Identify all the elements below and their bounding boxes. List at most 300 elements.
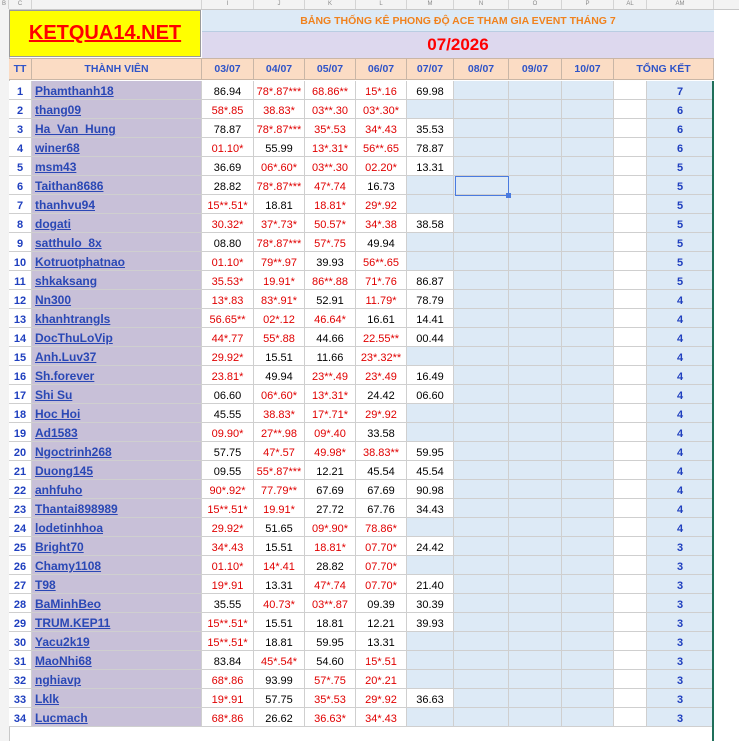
value-cell[interactable]: 00.44 bbox=[407, 328, 454, 347]
member-link[interactable]: T98 bbox=[32, 575, 202, 594]
value-cell[interactable]: 27.72 bbox=[305, 499, 356, 518]
empty-cell[interactable] bbox=[407, 404, 454, 423]
column-letter[interactable]: I bbox=[202, 0, 254, 9]
empty-cell[interactable] bbox=[562, 708, 614, 727]
value-cell[interactable]: 78.79 bbox=[407, 290, 454, 309]
empty-cell[interactable] bbox=[562, 480, 614, 499]
empty-cell[interactable] bbox=[454, 195, 509, 214]
empty-cell[interactable] bbox=[454, 632, 509, 651]
value-cell[interactable]: 29.92* bbox=[202, 347, 254, 366]
value-cell[interactable]: 79**.97 bbox=[254, 252, 305, 271]
member-link[interactable]: Ha_Van_Hung bbox=[32, 119, 202, 138]
value-cell[interactable]: 56**.65 bbox=[356, 138, 407, 157]
value-cell[interactable]: 55.99 bbox=[254, 138, 305, 157]
member-link[interactable]: thanhvu94 bbox=[32, 195, 202, 214]
value-cell[interactable]: 15*.51 bbox=[356, 651, 407, 670]
empty-cell[interactable] bbox=[509, 81, 562, 100]
empty-cell[interactable] bbox=[509, 404, 562, 423]
value-cell[interactable]: 47*.57 bbox=[254, 442, 305, 461]
value-cell[interactable]: 29*.92 bbox=[356, 195, 407, 214]
empty-cell[interactable] bbox=[509, 499, 562, 518]
empty-cell[interactable] bbox=[562, 214, 614, 233]
member-link[interactable]: Thantai898989 bbox=[32, 499, 202, 518]
member-link[interactable]: dogati bbox=[32, 214, 202, 233]
empty-cell[interactable] bbox=[562, 404, 614, 423]
empty-cell[interactable] bbox=[562, 100, 614, 119]
column-letter[interactable]: O bbox=[509, 0, 562, 9]
empty-cell[interactable] bbox=[454, 347, 509, 366]
value-cell[interactable]: 40.73* bbox=[254, 594, 305, 613]
value-cell[interactable]: 34*.43 bbox=[356, 708, 407, 727]
value-cell[interactable]: 15.51 bbox=[254, 537, 305, 556]
value-cell[interactable]: 18.81* bbox=[305, 537, 356, 556]
empty-cell[interactable] bbox=[454, 233, 509, 252]
value-cell[interactable]: 06.60 bbox=[407, 385, 454, 404]
value-cell[interactable]: 35*.53 bbox=[305, 119, 356, 138]
value-cell[interactable]: 23*.32** bbox=[356, 347, 407, 366]
value-cell[interactable]: 68*.86 bbox=[202, 708, 254, 727]
value-cell[interactable]: 15**.51* bbox=[202, 499, 254, 518]
value-cell[interactable]: 19*.91 bbox=[202, 575, 254, 594]
value-cell[interactable]: 52.91 bbox=[305, 290, 356, 309]
value-cell[interactable]: 15.51 bbox=[254, 347, 305, 366]
value-cell[interactable]: 56**.65 bbox=[356, 252, 407, 271]
empty-cell[interactable] bbox=[509, 575, 562, 594]
member-link[interactable]: thang09 bbox=[32, 100, 202, 119]
member-link[interactable]: Shi Su bbox=[32, 385, 202, 404]
empty-cell[interactable] bbox=[407, 100, 454, 119]
empty-cell[interactable] bbox=[509, 309, 562, 328]
empty-cell[interactable] bbox=[454, 157, 509, 176]
empty-cell[interactable] bbox=[509, 385, 562, 404]
empty-cell[interactable] bbox=[509, 176, 562, 195]
value-cell[interactable]: 11.79* bbox=[356, 290, 407, 309]
column-letter[interactable]: J bbox=[254, 0, 305, 9]
value-cell[interactable]: 78.87 bbox=[202, 119, 254, 138]
value-cell[interactable]: 06.60 bbox=[202, 385, 254, 404]
empty-cell[interactable] bbox=[454, 442, 509, 461]
member-link[interactable]: Sh.forever bbox=[32, 366, 202, 385]
value-cell[interactable]: 11.66 bbox=[305, 347, 356, 366]
empty-cell[interactable] bbox=[509, 328, 562, 347]
value-cell[interactable]: 78*.87*** bbox=[254, 81, 305, 100]
empty-cell[interactable] bbox=[509, 100, 562, 119]
empty-cell[interactable] bbox=[562, 195, 614, 214]
empty-cell[interactable] bbox=[562, 252, 614, 271]
value-cell[interactable]: 44.66 bbox=[305, 328, 356, 347]
member-link[interactable]: DocThuLoVip bbox=[32, 328, 202, 347]
empty-cell[interactable] bbox=[509, 195, 562, 214]
value-cell[interactable]: 67.69 bbox=[356, 480, 407, 499]
member-link[interactable]: Hoc Hoi bbox=[32, 404, 202, 423]
empty-cell[interactable] bbox=[562, 632, 614, 651]
value-cell[interactable]: 35.53* bbox=[202, 271, 254, 290]
value-cell[interactable]: 45*.54* bbox=[254, 651, 305, 670]
empty-cell[interactable] bbox=[407, 252, 454, 271]
member-link[interactable]: Yacu2k19 bbox=[32, 632, 202, 651]
value-cell[interactable]: 78.86* bbox=[356, 518, 407, 537]
value-cell[interactable]: 13*.83 bbox=[202, 290, 254, 309]
value-cell[interactable]: 22.55** bbox=[356, 328, 407, 347]
value-cell[interactable]: 36.63* bbox=[305, 708, 356, 727]
empty-cell[interactable] bbox=[454, 708, 509, 727]
member-link[interactable]: Anh.Luv37 bbox=[32, 347, 202, 366]
value-cell[interactable]: 35*.53 bbox=[305, 689, 356, 708]
member-link[interactable]: Nn300 bbox=[32, 290, 202, 309]
member-link[interactable]: anhfuho bbox=[32, 480, 202, 499]
column-letter[interactable]: C bbox=[9, 0, 32, 9]
value-cell[interactable]: 83.84 bbox=[202, 651, 254, 670]
empty-cell[interactable] bbox=[562, 385, 614, 404]
value-cell[interactable]: 38.58 bbox=[407, 214, 454, 233]
value-cell[interactable]: 16.61 bbox=[356, 309, 407, 328]
empty-cell[interactable] bbox=[407, 708, 454, 727]
empty-cell[interactable] bbox=[454, 138, 509, 157]
value-cell[interactable]: 49.98* bbox=[305, 442, 356, 461]
member-link[interactable]: Lucmach bbox=[32, 708, 202, 727]
value-cell[interactable]: 15**.51* bbox=[202, 613, 254, 632]
empty-cell[interactable] bbox=[454, 499, 509, 518]
empty-cell[interactable] bbox=[454, 385, 509, 404]
empty-cell[interactable] bbox=[562, 594, 614, 613]
empty-cell[interactable] bbox=[509, 480, 562, 499]
value-cell[interactable]: 19*.91 bbox=[202, 689, 254, 708]
value-cell[interactable]: 90*.92* bbox=[202, 480, 254, 499]
empty-cell[interactable] bbox=[454, 328, 509, 347]
empty-cell[interactable] bbox=[562, 651, 614, 670]
empty-cell[interactable] bbox=[454, 100, 509, 119]
empty-cell[interactable] bbox=[562, 290, 614, 309]
empty-cell[interactable] bbox=[509, 689, 562, 708]
column-letter[interactable]: L bbox=[356, 0, 407, 9]
empty-cell[interactable] bbox=[407, 347, 454, 366]
empty-cell[interactable] bbox=[407, 670, 454, 689]
empty-cell[interactable] bbox=[509, 594, 562, 613]
value-cell[interactable]: 02*.12 bbox=[254, 309, 305, 328]
value-cell[interactable]: 49.94 bbox=[254, 366, 305, 385]
value-cell[interactable]: 03**.30 bbox=[305, 100, 356, 119]
value-cell[interactable]: 18.81 bbox=[254, 632, 305, 651]
value-cell[interactable]: 07.70* bbox=[356, 575, 407, 594]
value-cell[interactable]: 09.90* bbox=[202, 423, 254, 442]
empty-cell[interactable] bbox=[509, 347, 562, 366]
empty-cell[interactable] bbox=[407, 651, 454, 670]
column-letter[interactable]: P bbox=[562, 0, 614, 9]
value-cell[interactable]: 27**.98 bbox=[254, 423, 305, 442]
member-link[interactable]: Ad1583 bbox=[32, 423, 202, 442]
value-cell[interactable]: 35.55 bbox=[202, 594, 254, 613]
value-cell[interactable]: 29.92* bbox=[202, 518, 254, 537]
value-cell[interactable]: 38.83** bbox=[356, 442, 407, 461]
value-cell[interactable]: 45.54 bbox=[356, 461, 407, 480]
value-cell[interactable]: 06*.60* bbox=[254, 157, 305, 176]
value-cell[interactable]: 78*.87*** bbox=[254, 119, 305, 138]
value-cell[interactable]: 50.57* bbox=[305, 214, 356, 233]
value-cell[interactable]: 29*.92 bbox=[356, 689, 407, 708]
member-link[interactable]: Kotruotphatnao bbox=[32, 252, 202, 271]
empty-cell[interactable] bbox=[454, 290, 509, 309]
member-link[interactable]: Chamy1108 bbox=[32, 556, 202, 575]
value-cell[interactable]: 83*.91* bbox=[254, 290, 305, 309]
member-link[interactable]: nghiavp bbox=[32, 670, 202, 689]
value-cell[interactable]: 90.98 bbox=[407, 480, 454, 499]
value-cell[interactable]: 55*.87*** bbox=[254, 461, 305, 480]
value-cell[interactable]: 01.10* bbox=[202, 252, 254, 271]
empty-cell[interactable] bbox=[509, 518, 562, 537]
empty-cell[interactable] bbox=[562, 423, 614, 442]
empty-cell[interactable] bbox=[562, 347, 614, 366]
value-cell[interactable]: 78*.87*** bbox=[254, 176, 305, 195]
value-cell[interactable]: 03**.87 bbox=[305, 594, 356, 613]
value-cell[interactable]: 16.73 bbox=[356, 176, 407, 195]
value-cell[interactable]: 15**.51* bbox=[202, 195, 254, 214]
value-cell[interactable]: 47*.74 bbox=[305, 176, 356, 195]
empty-cell[interactable] bbox=[454, 461, 509, 480]
value-cell[interactable]: 12.21 bbox=[305, 461, 356, 480]
empty-cell[interactable] bbox=[454, 651, 509, 670]
value-cell[interactable]: 86.94 bbox=[202, 81, 254, 100]
value-cell[interactable]: 71*.76 bbox=[356, 271, 407, 290]
value-cell[interactable]: 01.10* bbox=[202, 138, 254, 157]
value-cell[interactable]: 06*.60* bbox=[254, 385, 305, 404]
value-cell[interactable]: 13*.31* bbox=[305, 138, 356, 157]
value-cell[interactable]: 15.51 bbox=[254, 613, 305, 632]
value-cell[interactable]: 03**.30 bbox=[305, 157, 356, 176]
value-cell[interactable]: 23*.49 bbox=[356, 366, 407, 385]
column-letter[interactable]: K bbox=[305, 0, 356, 9]
member-link[interactable]: TRUM.KEP11 bbox=[32, 613, 202, 632]
empty-cell[interactable] bbox=[562, 233, 614, 252]
value-cell[interactable]: 68*.86 bbox=[202, 670, 254, 689]
member-link[interactable]: Phamthanh18 bbox=[32, 81, 202, 100]
empty-cell[interactable] bbox=[562, 138, 614, 157]
value-cell[interactable]: 30.32* bbox=[202, 214, 254, 233]
member-link[interactable]: msm43 bbox=[32, 157, 202, 176]
empty-cell[interactable] bbox=[562, 518, 614, 537]
value-cell[interactable]: 26.62 bbox=[254, 708, 305, 727]
empty-cell[interactable] bbox=[407, 518, 454, 537]
column-letter[interactable]: AM bbox=[647, 0, 714, 9]
value-cell[interactable]: 46.64* bbox=[305, 309, 356, 328]
value-cell[interactable]: 13.31 bbox=[407, 157, 454, 176]
member-link[interactable]: MaoNhi68 bbox=[32, 651, 202, 670]
empty-cell[interactable] bbox=[562, 442, 614, 461]
value-cell[interactable]: 51.65 bbox=[254, 518, 305, 537]
value-cell[interactable]: 36.63 bbox=[407, 689, 454, 708]
value-cell[interactable]: 18.81 bbox=[305, 613, 356, 632]
empty-cell[interactable] bbox=[509, 423, 562, 442]
member-link[interactable]: Taithan8686 bbox=[32, 176, 202, 195]
value-cell[interactable]: 28.82 bbox=[202, 176, 254, 195]
empty-cell[interactable] bbox=[454, 575, 509, 594]
column-letter[interactable] bbox=[32, 0, 202, 9]
empty-cell[interactable] bbox=[509, 157, 562, 176]
value-cell[interactable]: 54.60 bbox=[305, 651, 356, 670]
value-cell[interactable]: 86**.88 bbox=[305, 271, 356, 290]
value-cell[interactable]: 86.87 bbox=[407, 271, 454, 290]
value-cell[interactable]: 24.42 bbox=[356, 385, 407, 404]
empty-cell[interactable] bbox=[407, 195, 454, 214]
column-letter[interactable]: M bbox=[407, 0, 454, 9]
empty-cell[interactable] bbox=[509, 366, 562, 385]
value-cell[interactable]: 17*.71* bbox=[305, 404, 356, 423]
member-link[interactable]: satthulo_8x bbox=[32, 233, 202, 252]
empty-cell[interactable] bbox=[454, 119, 509, 138]
empty-cell[interactable] bbox=[454, 404, 509, 423]
value-cell[interactable]: 93.99 bbox=[254, 670, 305, 689]
value-cell[interactable]: 34*.38 bbox=[356, 214, 407, 233]
value-cell[interactable]: 29*.92 bbox=[356, 404, 407, 423]
empty-cell[interactable] bbox=[509, 613, 562, 632]
value-cell[interactable]: 16.49 bbox=[407, 366, 454, 385]
value-cell[interactable]: 78.87 bbox=[407, 138, 454, 157]
empty-cell[interactable] bbox=[454, 556, 509, 575]
empty-cell[interactable] bbox=[407, 233, 454, 252]
value-cell[interactable]: 67.69 bbox=[305, 480, 356, 499]
value-cell[interactable]: 69.98 bbox=[407, 81, 454, 100]
value-cell[interactable]: 57.75 bbox=[202, 442, 254, 461]
value-cell[interactable]: 67.76 bbox=[356, 499, 407, 518]
empty-cell[interactable] bbox=[509, 138, 562, 157]
empty-cell[interactable] bbox=[562, 328, 614, 347]
empty-cell[interactable] bbox=[562, 119, 614, 138]
value-cell[interactable]: 07.70* bbox=[356, 556, 407, 575]
value-cell[interactable]: 23.81* bbox=[202, 366, 254, 385]
value-cell[interactable]: 09.55 bbox=[202, 461, 254, 480]
empty-cell[interactable] bbox=[454, 670, 509, 689]
empty-cell[interactable] bbox=[454, 689, 509, 708]
empty-cell[interactable] bbox=[562, 461, 614, 480]
value-cell[interactable]: 03*.30* bbox=[356, 100, 407, 119]
value-cell[interactable]: 19.91* bbox=[254, 271, 305, 290]
empty-cell[interactable] bbox=[509, 233, 562, 252]
empty-cell[interactable] bbox=[407, 556, 454, 575]
value-cell[interactable]: 01.10* bbox=[202, 556, 254, 575]
empty-cell[interactable] bbox=[509, 708, 562, 727]
value-cell[interactable]: 59.95 bbox=[305, 632, 356, 651]
empty-cell[interactable] bbox=[407, 423, 454, 442]
value-cell[interactable]: 44*.77 bbox=[202, 328, 254, 347]
empty-cell[interactable] bbox=[509, 442, 562, 461]
value-cell[interactable]: 34*.43 bbox=[356, 119, 407, 138]
empty-cell[interactable] bbox=[562, 366, 614, 385]
value-cell[interactable]: 19.91* bbox=[254, 499, 305, 518]
value-cell[interactable]: 02.20* bbox=[356, 157, 407, 176]
value-cell[interactable]: 07.70* bbox=[356, 537, 407, 556]
value-cell[interactable]: 28.82 bbox=[305, 556, 356, 575]
empty-cell[interactable] bbox=[509, 271, 562, 290]
value-cell[interactable]: 13.31 bbox=[356, 632, 407, 651]
empty-cell[interactable] bbox=[562, 176, 614, 195]
value-cell[interactable]: 35.53 bbox=[407, 119, 454, 138]
member-link[interactable]: BaMinhBeo bbox=[32, 594, 202, 613]
fill-handle[interactable] bbox=[506, 193, 511, 198]
empty-cell[interactable] bbox=[562, 670, 614, 689]
value-cell[interactable]: 15*.16 bbox=[356, 81, 407, 100]
empty-cell[interactable] bbox=[407, 632, 454, 651]
value-cell[interactable]: 21.40 bbox=[407, 575, 454, 594]
empty-cell[interactable] bbox=[454, 214, 509, 233]
empty-cell[interactable] bbox=[509, 632, 562, 651]
value-cell[interactable]: 34.43 bbox=[407, 499, 454, 518]
value-cell[interactable]: 13*.31* bbox=[305, 385, 356, 404]
empty-cell[interactable] bbox=[509, 651, 562, 670]
value-cell[interactable]: 34*.43 bbox=[202, 537, 254, 556]
value-cell[interactable]: 12.21 bbox=[356, 613, 407, 632]
empty-cell[interactable] bbox=[562, 689, 614, 708]
column-letter[interactable]: AL bbox=[614, 0, 647, 9]
empty-cell[interactable] bbox=[454, 366, 509, 385]
empty-cell[interactable] bbox=[562, 81, 614, 100]
empty-cell[interactable] bbox=[454, 176, 509, 195]
value-cell[interactable]: 23**.49 bbox=[305, 366, 356, 385]
value-cell[interactable]: 09*.40 bbox=[305, 423, 356, 442]
member-link[interactable]: khanhtrangls bbox=[32, 309, 202, 328]
empty-cell[interactable] bbox=[509, 214, 562, 233]
value-cell[interactable]: 39.93 bbox=[305, 252, 356, 271]
empty-cell[interactable] bbox=[509, 119, 562, 138]
value-cell[interactable]: 56.65** bbox=[202, 309, 254, 328]
value-cell[interactable]: 55*.88 bbox=[254, 328, 305, 347]
empty-cell[interactable] bbox=[454, 309, 509, 328]
empty-cell[interactable] bbox=[562, 556, 614, 575]
value-cell[interactable]: 47*.74 bbox=[305, 575, 356, 594]
value-cell[interactable]: 45.54 bbox=[407, 461, 454, 480]
empty-cell[interactable] bbox=[454, 271, 509, 290]
value-cell[interactable]: 18.81* bbox=[305, 195, 356, 214]
empty-cell[interactable] bbox=[454, 613, 509, 632]
empty-cell[interactable] bbox=[562, 613, 614, 632]
member-link[interactable]: Ngoctrinh268 bbox=[32, 442, 202, 461]
empty-cell[interactable] bbox=[454, 518, 509, 537]
empty-cell[interactable] bbox=[509, 290, 562, 309]
value-cell[interactable]: 57*.75 bbox=[305, 233, 356, 252]
member-link[interactable]: Duong145 bbox=[32, 461, 202, 480]
value-cell[interactable]: 77.79** bbox=[254, 480, 305, 499]
empty-cell[interactable] bbox=[454, 537, 509, 556]
empty-cell[interactable] bbox=[509, 252, 562, 271]
value-cell[interactable]: 36.69 bbox=[202, 157, 254, 176]
member-link[interactable]: Bright70 bbox=[32, 537, 202, 556]
value-cell[interactable]: 33.58 bbox=[356, 423, 407, 442]
member-link[interactable]: winer68 bbox=[32, 138, 202, 157]
value-cell[interactable]: 39.93 bbox=[407, 613, 454, 632]
empty-cell[interactable] bbox=[454, 252, 509, 271]
value-cell[interactable]: 08.80 bbox=[202, 233, 254, 252]
column-letter[interactable]: B bbox=[0, 0, 9, 9]
value-cell[interactable]: 24.42 bbox=[407, 537, 454, 556]
value-cell[interactable]: 14*.41 bbox=[254, 556, 305, 575]
empty-cell[interactable] bbox=[509, 537, 562, 556]
value-cell[interactable]: 49.94 bbox=[356, 233, 407, 252]
value-cell[interactable]: 58*.85 bbox=[202, 100, 254, 119]
value-cell[interactable]: 38.83* bbox=[254, 404, 305, 423]
empty-cell[interactable] bbox=[562, 309, 614, 328]
value-cell[interactable]: 09.39 bbox=[356, 594, 407, 613]
value-cell[interactable]: 15**.51* bbox=[202, 632, 254, 651]
empty-cell[interactable] bbox=[454, 480, 509, 499]
value-cell[interactable]: 59.95 bbox=[407, 442, 454, 461]
empty-cell[interactable] bbox=[562, 157, 614, 176]
value-cell[interactable]: 30.39 bbox=[407, 594, 454, 613]
value-cell[interactable]: 57*.75 bbox=[305, 670, 356, 689]
column-letter[interactable]: N bbox=[454, 0, 509, 9]
empty-cell[interactable] bbox=[562, 537, 614, 556]
value-cell[interactable]: 13.31 bbox=[254, 575, 305, 594]
value-cell[interactable]: 57.75 bbox=[254, 689, 305, 708]
value-cell[interactable]: 20*.21 bbox=[356, 670, 407, 689]
empty-cell[interactable] bbox=[562, 499, 614, 518]
